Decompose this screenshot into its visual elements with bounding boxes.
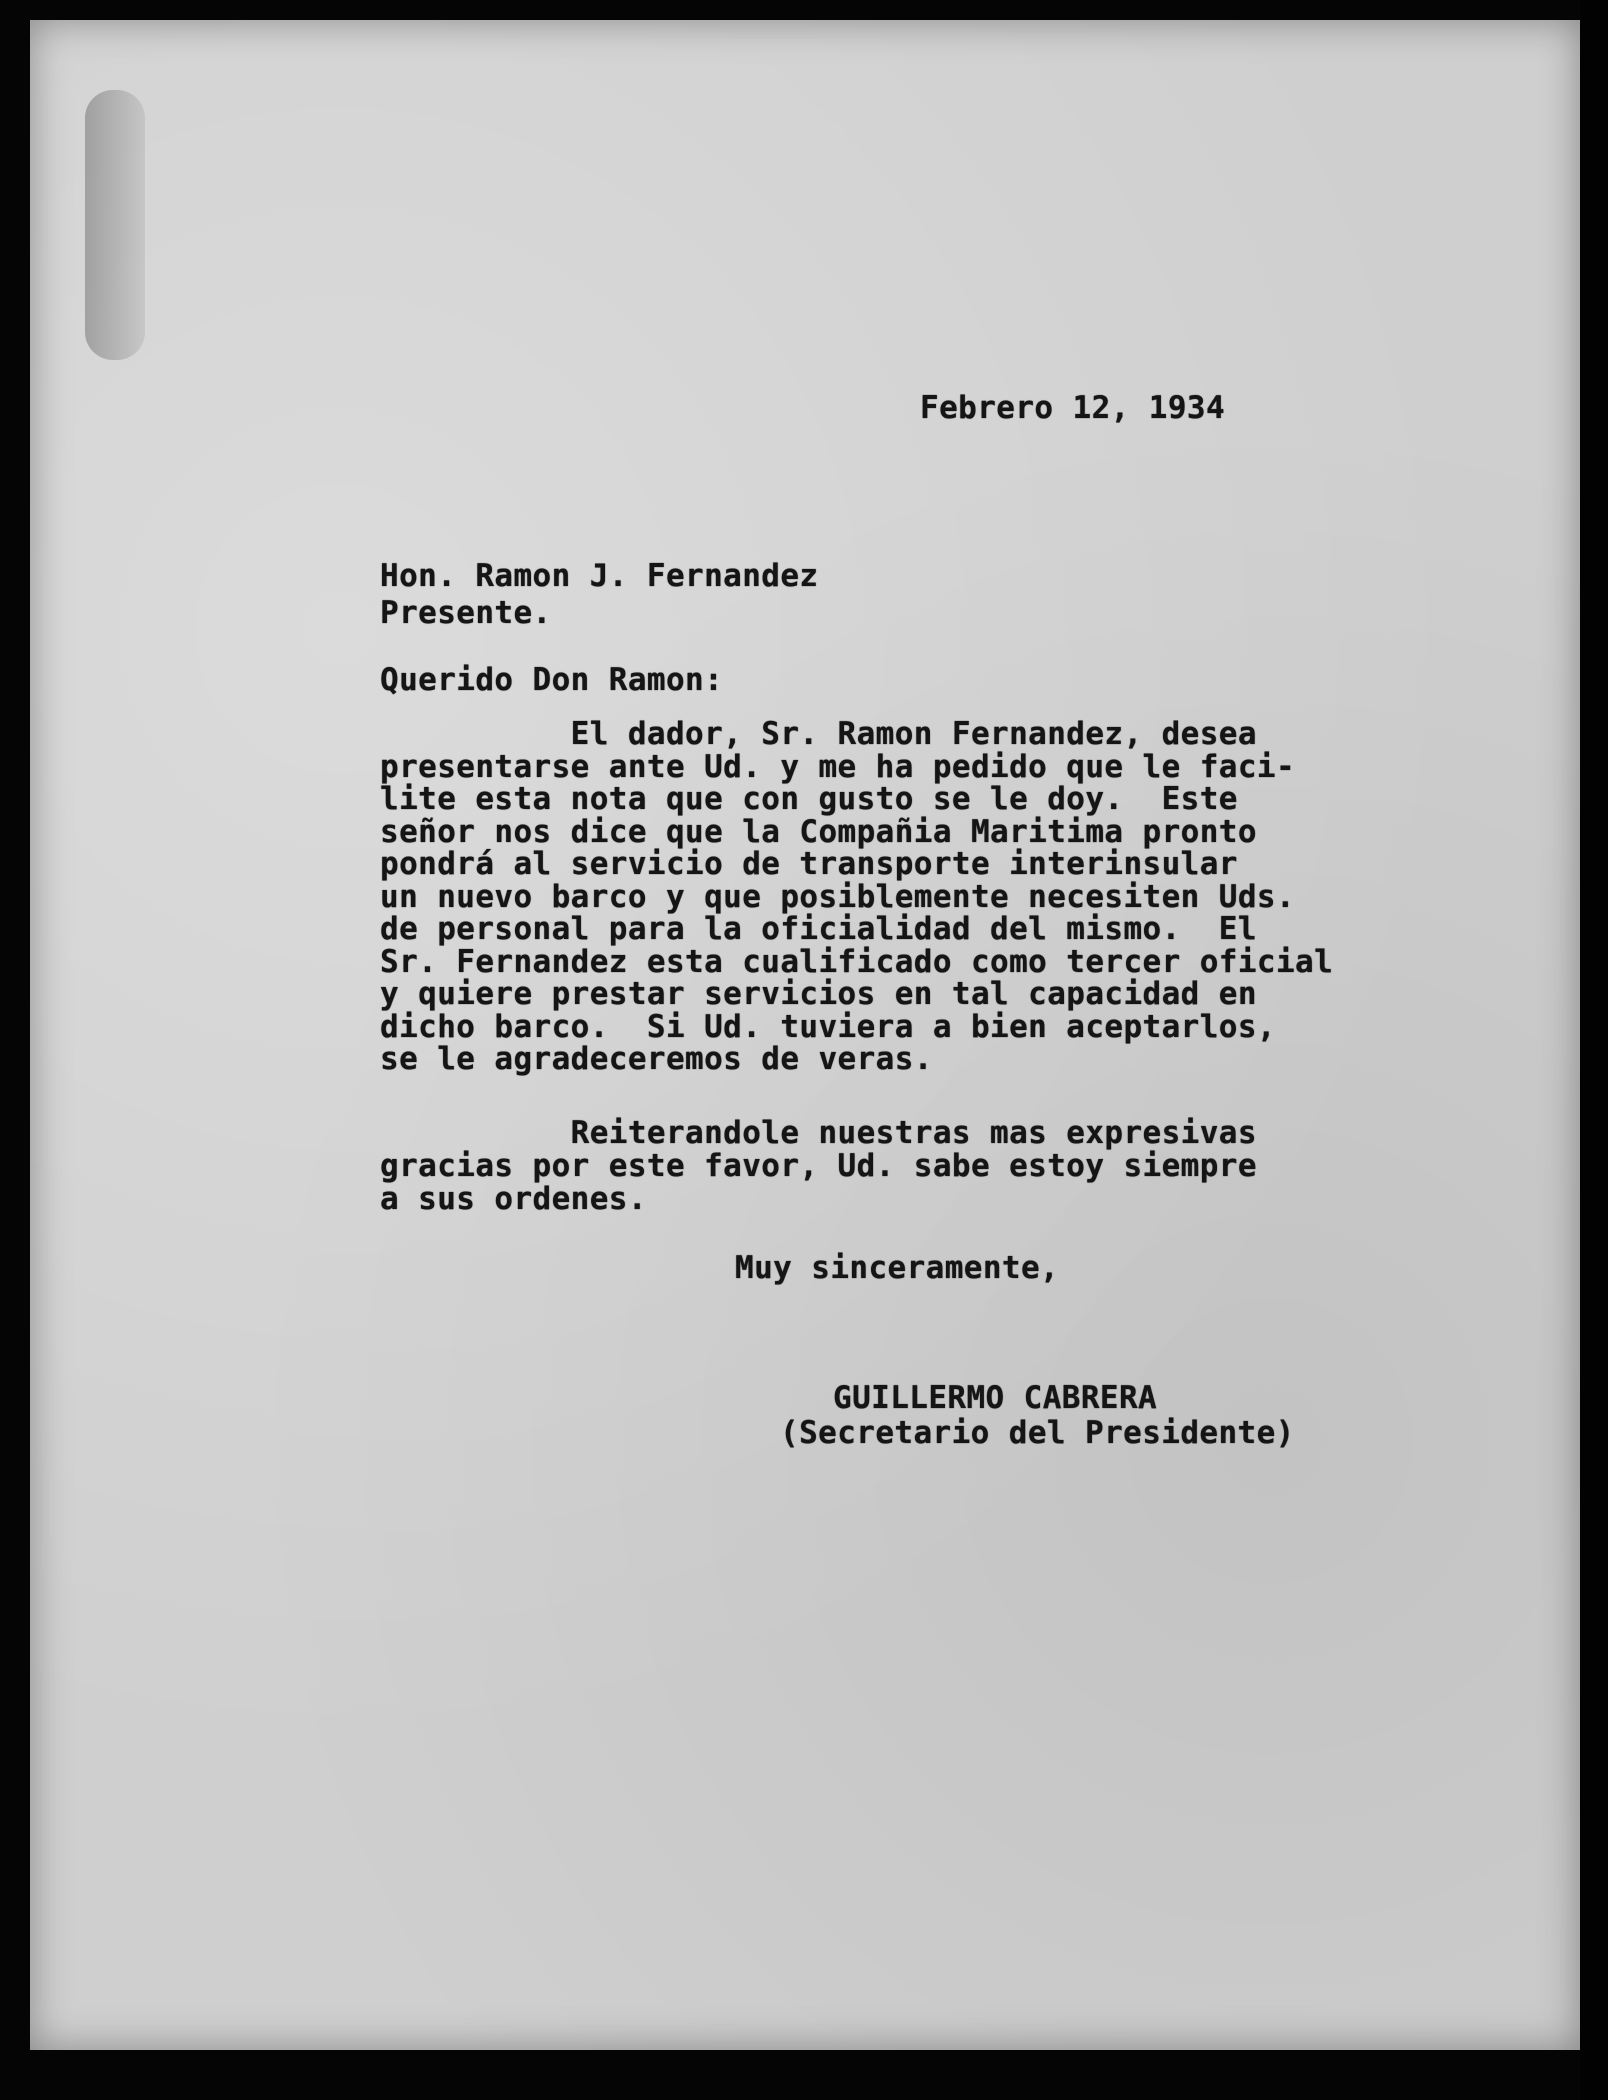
body-paragraph-2: Reiterandole nuestras mas expresivas gracias por este favor, Ud. sabe estoy siempre a sus ordenes. [380, 1115, 1257, 1217]
staple-mark [85, 90, 145, 360]
recipient-name: Hon. Ramon J. Fernandez [380, 558, 819, 594]
letter-date: Febrero 12, 1934 [920, 390, 1226, 426]
closing: Muy sinceramente, [735, 1250, 1060, 1286]
salutation: Querido Don Ramon: [380, 662, 724, 698]
scan-border [1580, 0, 1608, 2100]
signature-title: (Secretario del Presidente) [780, 1415, 1295, 1451]
recipient-address: Presente. [380, 595, 552, 631]
body-paragraph-1: El dador, Sr. Ramon Fernandez, desea presentarse ante Ud. y me ha pedido que le faci- lite esta nota que con gusto se le doy. Este señor nos dice que la Compañia Maritima pronto pondrá al servicio de transporte interinsular un nuevo barco y que posiblemente necesiten Uds. de personal para la oficialidad del mismo. El Sr. Fernandez esta cualificado como tercer oficial y quiere prestar servicios en tal capacidad en dicho barco. Si Ud. tuviera a bien aceptarlos, se le agradeceremos de veras. [380, 716, 1334, 1077]
signature-name: GUILLERMO CABRERA [833, 1380, 1158, 1416]
